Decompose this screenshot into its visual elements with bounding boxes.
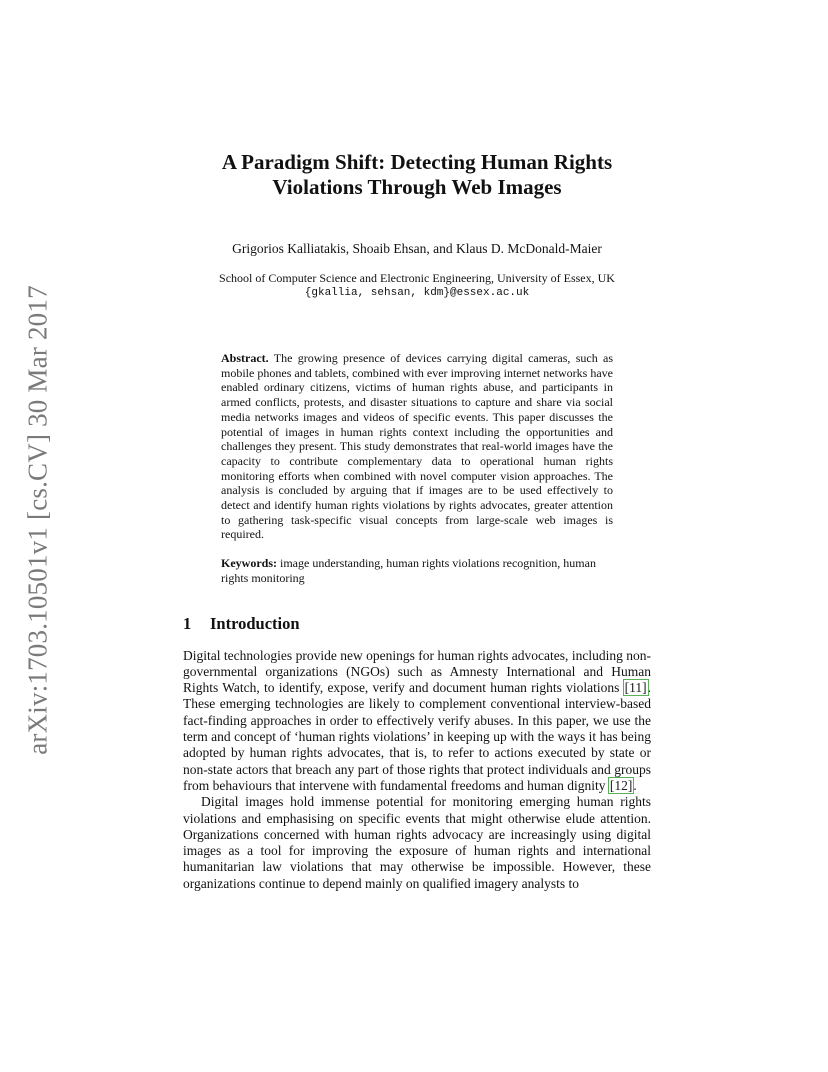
paragraph-1-part-b: . These emerging technologies are likely to complement conventional interview-based fact-finding approaches in order to effectively verify abuses. In this paper, we use the term and concept of ‘human rights violations’ in keeping up with the ways it has being adopted by human rights advocates, that is, to refer to actions executed by state or non-state actors that breach any part of those rights that protect individuals and groups from behaviours that intervene with fundamental freedoms and human dignity [183,680,651,793]
keywords-text: image understanding, human rights violations recognition, human rights monitoring [221,556,596,585]
paper-title [183,150,651,200]
author-list: Grigorios Kalliatakis, Shoaib Ehsan, and Klaus D. McDonald-Maier [232,241,602,256]
abstract-text: The growing presence of devices carrying digital cameras, such as mobile phones and tablets, combined with ever improving internet networks have enabled ordinary citizens, victims of human rights abuse, and participants in armed conflicts, protests, and disaster situations to capture and share via social media networks images and videos of specific events. This paper discusses the potential of images in human rights context including the opportunities and challenges they present. This study demonstrates that real-world images have the capacity to contribute complementary data to operational human rights monitoring efforts when combined with novel computer vision approaches. The analysis is concluded by arguing that if images are to be used effectively to detect and identify human rights violations by rights advocates, greater attention to gathering task-specific visual concepts from large-scale web images is required. [221,351,613,542]
author-email: {gkallia, sehsan, kdm}@essex.ac.uk [304,287,530,299]
section-heading-introduction [183,614,651,634]
paper-page [183,150,651,892]
keywords [221,556,613,585]
abstract-label: Abstract. [221,351,269,365]
introduction-body [183,648,651,892]
citation-link-11[interactable]: [11] [624,680,647,696]
section-title: Introduction [210,613,300,633]
citation-link-12[interactable]: [12] [609,777,633,793]
section-number: 1 [183,613,192,633]
arxiv-stamp: arXiv:1703.10501v1 [cs.CV] 30 Mar 2017 [22,285,53,755]
paragraph-2: Digital images hold immense potential for monitoring emerging human rights violations and emphasising on specific events that might otherwise elude attention. Organizations concerned with human rights advocacy are increasingly using digital images as a tool for improving the exposure of human rights and international humanitarian law violations that may otherwise be impossible. However, these organizations continue to depend mainly on qualified imagery analysts to [183,794,651,891]
keywords-label: Keywords: [221,556,277,571]
paragraph-1-part-c: . [633,777,637,793]
affiliation: School of Computer Science and Electronic Engineering, University of Essex, UK [219,271,615,285]
paragraph-1 [183,648,651,795]
title-line-1: A Paradigm Shift: Detecting Human Rights [221,150,613,174]
title-line-2: Violations Through Web Images [272,175,562,199]
paragraph-1-part-a: Digital technologies provide new openings for human rights advocates, including non-governmental organizations (NGOs) such as Amnesty International and Human Rights Watch, to identify, expose, verify and document human rights violations [183,647,651,696]
abstract [221,351,613,542]
